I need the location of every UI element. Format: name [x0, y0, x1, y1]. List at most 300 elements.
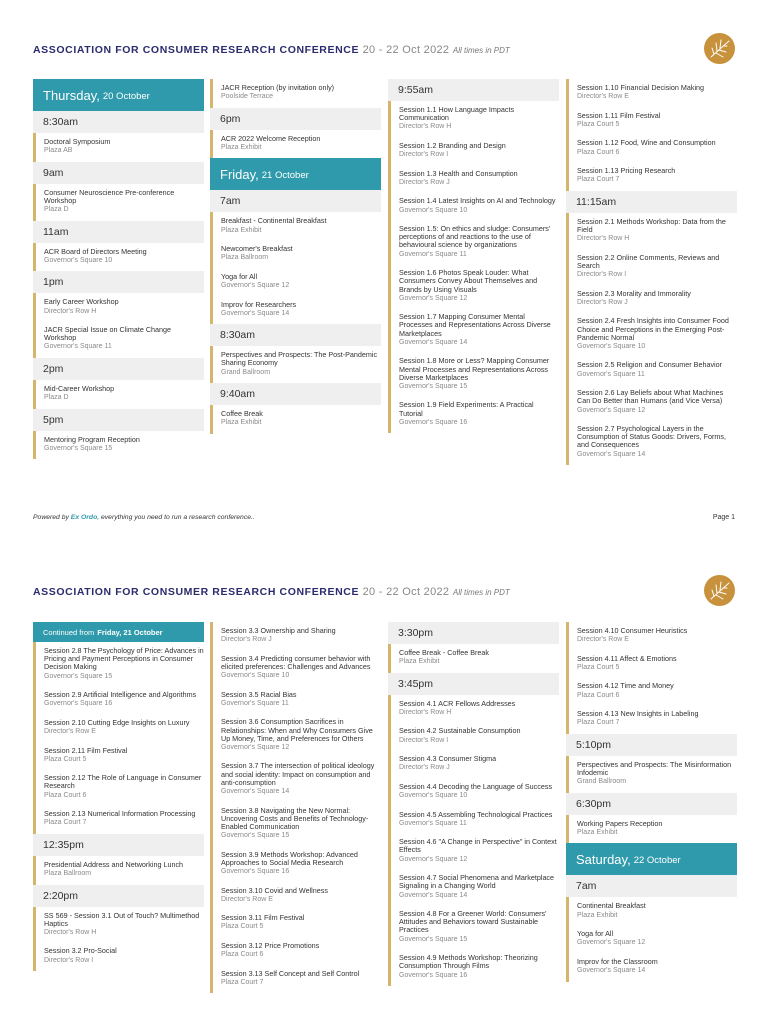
time-slot-header: 5pm: [33, 409, 204, 431]
event-group: [33, 133, 204, 162]
event-location: Grand Ballroom: [577, 778, 627, 786]
schedule-event[interactable]: [577, 425, 737, 459]
event-location: Governor's Square 15: [44, 444, 113, 452]
title-dates: 20 - 22 Oct 2022: [362, 44, 450, 56]
day-header: [210, 158, 381, 190]
event-location: Plaza Court 5: [44, 755, 87, 763]
schedule-event[interactable]: [577, 290, 737, 308]
event-name: Session 3.6 Consumption Sacrifices in Relationships: When and Why Consumers Give Up Money, Time, and Preferences for Others: [221, 717, 373, 743]
page2-column-2: [210, 622, 381, 993]
event-location: Director's Row I: [399, 736, 449, 744]
event-name: Mentoring Program Reception: [44, 434, 140, 444]
schedule-event[interactable]: [577, 820, 737, 838]
schedule-event[interactable]: [399, 727, 559, 745]
event-location: Governor's Square 10: [399, 206, 468, 214]
time-slot-header: 9:40am: [210, 383, 381, 405]
schedule-event[interactable]: [399, 106, 559, 132]
event-location: Plaza Court 5: [577, 120, 620, 128]
schedule-event[interactable]: [221, 410, 381, 428]
event-location: Governor's Square 16: [44, 700, 113, 708]
event-location: Governor's Square 11: [399, 250, 467, 258]
event-location: Governor's Square 11: [399, 819, 467, 827]
page1-column-3: [388, 79, 559, 433]
footer-prefix: Powered by: [33, 514, 71, 521]
event-name: Presidential Address and Networking Lunch: [44, 859, 184, 869]
schedule-event[interactable]: [44, 647, 204, 681]
event-name: Session 4.1 ACR Fellows Addresses: [399, 698, 516, 708]
event-location: Plaza D: [44, 394, 69, 402]
page-number: Page 1: [712, 514, 735, 521]
day-name: Thursday,: [43, 87, 100, 103]
event-name: ACR Board of Directors Meeting: [44, 246, 147, 256]
time-slot-header: 5:10pm: [566, 734, 737, 756]
event-location: Plaza D: [44, 206, 69, 214]
event-group: [566, 815, 737, 844]
event-group: [33, 431, 204, 460]
event-name: Session 4.7 Social Phenomena and Marketplace Signaling in a Changing World: [399, 873, 555, 891]
event-location: Plaza Court 6: [577, 148, 620, 156]
day-header: [566, 843, 737, 875]
event-location: Plaza Court 5: [221, 923, 264, 931]
event-location: Governor's Square 15: [399, 382, 468, 390]
schedule-event[interactable]: [221, 627, 381, 645]
schedule-event[interactable]: [577, 655, 737, 673]
schedule-event[interactable]: [221, 807, 381, 841]
schedule-event[interactable]: [221, 135, 381, 153]
event-name: Yoga for All: [221, 271, 258, 281]
schedule-event[interactable]: [577, 710, 737, 728]
event-name: Session 2.6 Lay Beliefs about What Machines Can Do Better than Humans (and Vice Versa): [577, 388, 724, 406]
event-name: Session 1.1 How Language Impacts Communication: [399, 105, 515, 123]
time-slot-header: 2:20pm: [33, 885, 204, 907]
event-group: [566, 756, 737, 793]
event-name: Session 3.4 Predicting consumer behavior with elicited preferences: Challenges and Advances: [221, 653, 371, 671]
schedule-event[interactable]: [44, 436, 204, 454]
event-name: Newcomer's Breakfast: [221, 244, 293, 254]
event-name: Session 1.8 More or Less? Mapping Consumer Mental Processes and Representations Across Diverse Marketplaces: [399, 356, 550, 382]
schedule-event[interactable]: [577, 254, 737, 280]
day-name: Saturday,: [576, 851, 631, 867]
event-name: Session 4.11 Affect & Emotions: [577, 653, 677, 663]
schedule-event[interactable]: [44, 189, 204, 215]
schedule-event[interactable]: [399, 225, 559, 259]
event-name: Continental Breakfast: [577, 901, 646, 911]
event-location: Plaza Exhibit: [221, 419, 262, 427]
event-location: Plaza Exhibit: [221, 226, 262, 234]
event-group: [33, 184, 204, 221]
event-name: Perspectives and Prospects: The Post-Pandemic Sharing Economy: [221, 350, 378, 368]
event-name: Session 2.12 The Role of Language in Consumer Research: [44, 773, 202, 791]
title-dates: 20 - 22 Oct 2022: [362, 586, 450, 598]
schedule-event[interactable]: [44, 912, 204, 938]
schedule-event[interactable]: [44, 747, 204, 765]
event-location: Plaza Court 6: [577, 691, 620, 699]
event-group: [33, 642, 204, 834]
event-name: Session 2.1 Methods Workshop: Data from the Field: [577, 216, 726, 235]
footer-brand-link[interactable]: Ex Ordo: [70, 514, 98, 521]
event-name: Session 3.10 Covid and Wellness: [221, 885, 328, 895]
event-name: Coffee Break: [221, 409, 263, 419]
event-location: Plaza Court 7: [44, 819, 87, 827]
event-name: Session 2.5 Religion and Consumer Behavior: [577, 360, 723, 370]
event-name: Improv for the Classroom: [577, 956, 658, 966]
event-location: Governor's Square 12: [577, 406, 646, 414]
schedule-event[interactable]: [577, 139, 737, 157]
time-slot-header: 7am: [210, 190, 381, 212]
event-group: [33, 907, 204, 972]
event-location: Governor's Square 10: [577, 342, 646, 350]
schedule-event[interactable]: [44, 138, 204, 156]
event-location: Director's Row H: [399, 123, 452, 131]
event-name: Session 1.3 Health and Consumption: [399, 168, 518, 178]
event-location: Director's Row I: [577, 271, 627, 279]
event-location: Governor's Square 15: [44, 672, 113, 680]
event-location: Director's Row J: [577, 298, 628, 306]
event-name: Session 2.7 Psychological Layers in the Consumption of Status Goods: Drivers, Forms, and Consequences: [577, 424, 726, 450]
event-location: Poolside Terrace: [221, 93, 274, 101]
event-location: Director's Row J: [221, 636, 272, 644]
event-name: Improv for Researchers: [221, 299, 297, 309]
event-location: Director's Row J: [399, 178, 450, 186]
event-name: Session 4.9 Methods Workshop: Theorizing Consumption Through Films: [399, 953, 538, 971]
schedule-event[interactable]: [577, 167, 737, 185]
schedule-event[interactable]: [399, 874, 559, 900]
page-footer: [33, 514, 735, 526]
event-location: Director's Row E: [577, 93, 629, 101]
event-name: SS 569 - Session 3.1 Out of Touch? Multimethod Haptics: [44, 910, 200, 928]
event-group: [566, 622, 737, 734]
event-name: Session 1.13 Pricing Research: [577, 166, 676, 176]
schedule-event[interactable]: [399, 357, 559, 391]
event-name: Session 4.4 Decoding the Language of Success: [399, 781, 553, 791]
page1-column-1: [33, 79, 204, 459]
schedule-event[interactable]: [577, 361, 737, 379]
event-name: Session 3.8 Navigating the New Normal: Uncovering Costs and Benefits of Technology-Enabled Communication: [221, 805, 369, 831]
schedule-event[interactable]: [399, 910, 559, 944]
schedule-event[interactable]: [221, 691, 381, 709]
schedule-event[interactable]: [399, 649, 559, 667]
event-location: Governor's Square 14: [399, 338, 468, 346]
continued-header: [33, 622, 204, 642]
time-slot-header: 9:55am: [388, 79, 559, 101]
time-slot-header: 3:30pm: [388, 622, 559, 644]
event-name: Yoga for All: [577, 929, 614, 939]
schedule-event[interactable]: [577, 930, 737, 948]
event-name: JACR Reception (by invitation only): [221, 83, 335, 92]
schedule-event[interactable]: [577, 958, 737, 976]
footer-suffix: , everything you need to run a research conference..: [97, 514, 255, 521]
time-slot-header: 1pm: [33, 271, 204, 293]
event-location: Plaza Court 7: [577, 719, 620, 727]
page1-column-2: [210, 79, 381, 434]
event-name: Session 4.5 Assembling Technological Practices: [399, 809, 553, 819]
event-name: Session 3.9 Methods Workshop: Advanced Approaches to Social Media Research: [221, 849, 358, 867]
event-location: Plaza Ballroom: [221, 254, 269, 262]
event-group: [566, 79, 737, 191]
event-name: Session 1.12 Food, Wine and Consumption: [577, 138, 716, 148]
event-location: Governor's Square 14: [577, 967, 646, 975]
event-location: Governor's Square 12: [399, 294, 468, 302]
event-name: Breakfast - Continental Breakfast: [221, 216, 327, 226]
event-group: [210, 212, 381, 324]
event-group: [566, 213, 737, 465]
schedule-event[interactable]: [577, 317, 737, 351]
event-group: [33, 293, 204, 358]
time-slot-header: 8:30am: [210, 324, 381, 346]
event-name: Session 3.12 Price Promotions: [221, 940, 320, 950]
schedule-event[interactable]: [399, 755, 559, 773]
schedule-event[interactable]: [44, 947, 204, 965]
event-location: Grand Ballroom: [221, 368, 271, 376]
title-text: ASSOCIATION FOR CONSUMER RESEARCH CONFERENCE: [33, 44, 360, 56]
event-name: Session 2.2 Online Comments, Reviews and Search: [577, 252, 720, 270]
event-location: Governor's Square 12: [577, 939, 646, 947]
event-group: [388, 695, 559, 986]
day-date: 22 October: [633, 854, 681, 866]
event-name: Session 4.6 "A Change in Perspective" in Context Effects: [399, 837, 557, 855]
schedule-event[interactable]: [399, 783, 559, 801]
event-location: Director's Row H: [44, 307, 97, 315]
schedule-event[interactable]: [399, 197, 559, 215]
schedule-event[interactable]: [221, 851, 381, 877]
event-name: Session 3.11 Film Festival: [221, 913, 305, 923]
time-slot-header: 7am: [566, 875, 737, 897]
event-location: Director's Row E: [44, 728, 96, 736]
schedule-event[interactable]: [44, 298, 204, 316]
event-name: Session 3.2 Pro-Social: [44, 946, 117, 956]
event-name: Perspectives and Prospects: The Misinformation Infodemic: [577, 759, 732, 778]
schedule-event[interactable]: [44, 691, 204, 709]
event-name: ACR 2022 Welcome Reception: [221, 133, 321, 143]
event-name: Session 1.10 Financial Decision Making: [577, 83, 705, 92]
schedule-event[interactable]: [221, 351, 381, 377]
event-location: Governor's Square 15: [399, 935, 468, 943]
schedule-event[interactable]: [221, 718, 381, 752]
event-name: Session 4.13 New Insights in Labeling: [577, 709, 699, 719]
event-location: Plaza Court 7: [221, 978, 264, 986]
schedule-event[interactable]: [577, 761, 737, 787]
event-location: Director's Row E: [221, 895, 273, 903]
page2-column-3: [388, 622, 559, 986]
event-location: Governor's Square 15: [221, 832, 290, 840]
event-name: Session 1.2 Branding and Design: [399, 140, 506, 150]
event-name: Session 1.11 Film Festival: [577, 110, 661, 120]
schedule-event[interactable]: [577, 389, 737, 415]
time-slot-header: 12:35pm: [33, 834, 204, 856]
event-location: Director's Row H: [399, 708, 452, 716]
event-name: Session 2.3 Morality and Immorality: [577, 288, 691, 298]
event-group: [210, 79, 381, 108]
schedule-event[interactable]: [44, 719, 204, 737]
event-name: JACR Special Issue on Climate Change Workshop: [44, 325, 172, 343]
conference-logo-icon: [704, 33, 735, 64]
event-location: Governor's Square 14: [221, 309, 290, 317]
event-name: Session 2.11 Film Festival: [44, 745, 128, 755]
event-location: Director's Row I: [399, 151, 449, 159]
time-slot-header: 6pm: [210, 108, 381, 130]
day-date: 20 October: [102, 90, 150, 102]
page2-header: [33, 578, 735, 608]
event-name: Consumer Neuroscience Pre-conference Workshop: [44, 187, 175, 205]
conference-title: [33, 44, 510, 56]
event-location: Director's Row J: [399, 764, 450, 772]
schedule-event[interactable]: [399, 313, 559, 347]
page1-header: [33, 36, 735, 66]
schedule-event[interactable]: [44, 861, 204, 879]
page2-column-1: [33, 622, 204, 971]
schedule-event[interactable]: [577, 682, 737, 700]
event-name: Session 4.10 Consumer Heuristics: [577, 626, 688, 635]
event-name: Session 1.9 Field Experiments: A Practical Tutorial: [399, 400, 534, 418]
event-location: Governor's Square 11: [44, 343, 112, 351]
schedule-event[interactable]: [221, 245, 381, 263]
day-name: Friday,: [220, 166, 259, 182]
day-date: 21 October: [261, 169, 309, 181]
schedule-event[interactable]: [399, 838, 559, 864]
conference-logo-icon: [704, 575, 735, 606]
event-name: Session 4.12 Time and Money: [577, 681, 674, 691]
event-group: [33, 380, 204, 409]
event-location: Director's Row H: [577, 235, 630, 243]
schedule-event[interactable]: [577, 112, 737, 130]
title-timezone: All times in PDT: [452, 46, 510, 55]
event-name: Session 1.5: On ethics and sludge: Consumers' perceptions of and reactions to the use of behavioural science by organizations: [399, 224, 551, 250]
page1-column-4: [566, 79, 737, 465]
event-group: [388, 101, 559, 433]
page2-column-4: [566, 622, 737, 982]
schedule-event[interactable]: [44, 810, 204, 828]
event-name: Mid-Career Workshop: [44, 383, 115, 393]
event-group: [388, 644, 559, 673]
time-slot-header: 11am: [33, 221, 204, 243]
event-location: Governor's Square 14: [399, 891, 468, 899]
event-name: Session 2.8 The Psychology of Price: Advances in Pricing and Payment Perceptions in Consumer Decision Making: [44, 646, 204, 672]
event-name: Session 1.6 Photos Speak Louder: What Consumers Convey About Themselves and Brands by Using Visuals: [399, 268, 538, 294]
event-location: Director's Row I: [44, 956, 94, 964]
schedule-event[interactable]: [221, 942, 381, 960]
event-name: Session 2.13 Numerical Information Processing: [44, 809, 196, 819]
event-name: Working Papers Reception: [577, 818, 663, 828]
event-location: Governor's Square 12: [221, 743, 290, 751]
event-location: Plaza Court 7: [577, 176, 620, 184]
event-location: Governor's Square 10: [399, 792, 468, 800]
event-location: Governor's Square 12: [399, 855, 468, 863]
event-location: Plaza Court 5: [577, 663, 620, 671]
event-location: Governor's Square 16: [399, 971, 468, 979]
schedule-event[interactable]: [399, 700, 559, 718]
schedule-event[interactable]: [221, 970, 381, 988]
title-timezone: All times in PDT: [452, 588, 510, 597]
event-name: Session 3.3 Ownership and Sharing: [221, 626, 336, 635]
event-name: Coffee Break - Coffee Break: [399, 648, 490, 657]
event-location: Plaza Ballroom: [44, 870, 92, 878]
event-location: Governor's Square 12: [221, 282, 290, 290]
time-slot-header: 11:15am: [566, 191, 737, 213]
event-location: Governor's Square 16: [399, 418, 468, 426]
schedule-event[interactable]: [221, 762, 381, 796]
event-name: Session 1.7 Mapping Consumer Mental Processes and Representations Across Diverse Marketplaces: [399, 312, 551, 338]
schedule-event[interactable]: [221, 273, 381, 291]
event-name: Early Career Workshop: [44, 297, 119, 307]
title-text: ASSOCIATION FOR CONSUMER RESEARCH CONFERENCE: [33, 586, 360, 598]
event-location: Governor's Square 11: [577, 370, 645, 378]
event-location: Director's Row H: [44, 928, 97, 936]
time-slot-header: 3:45pm: [388, 673, 559, 695]
schedule-event[interactable]: [577, 218, 737, 244]
schedule-event[interactable]: [221, 887, 381, 905]
schedule-event[interactable]: [221, 217, 381, 235]
event-name: Session 4.8 For a Greener World: Consumers' Attitudes and Behaviors toward Sustainable Practices: [399, 909, 547, 935]
event-name: Session 2.9 Artificial Intelligence and Algorithms: [44, 690, 197, 700]
event-group: [210, 130, 381, 159]
schedule-event[interactable]: [577, 627, 737, 645]
schedule-event[interactable]: [399, 954, 559, 980]
event-location: Plaza Court 6: [44, 791, 87, 799]
schedule-event[interactable]: [44, 326, 204, 352]
event-name: Doctoral Symposium: [44, 137, 111, 146]
schedule-event[interactable]: [44, 248, 204, 266]
schedule-event[interactable]: [221, 301, 381, 319]
event-name: Session 3.7 The intersection of political ideology and social identity: Impact on consumption and anti-consumption: [221, 761, 375, 787]
conference-title: [33, 586, 510, 598]
event-name: Session 4.2 Sustainable Consumption: [399, 726, 521, 736]
event-location: Plaza Exhibit: [577, 911, 618, 919]
event-location: Plaza Exhibit: [399, 658, 440, 666]
event-group: [210, 346, 381, 383]
continued-prefix: Continued from: [43, 627, 95, 637]
event-name: Session 4.3 Consumer Stigma: [399, 754, 497, 764]
event-location: Governor's Square 14: [577, 450, 646, 458]
event-name: Session 3.13 Self Concept and Self Control: [221, 968, 360, 978]
time-slot-header: 2pm: [33, 358, 204, 380]
schedule-event[interactable]: [399, 401, 559, 427]
event-location: Governor's Square 11: [221, 699, 289, 707]
event-group: [33, 856, 204, 885]
schedule-event[interactable]: [577, 84, 737, 102]
event-location: Governor's Square 10: [44, 256, 113, 264]
event-name: Session 2.4 Fresh Insights into Consumer Food Choice and Perceptions in the Emerging Post-Pandemic Normal: [577, 316, 729, 342]
schedule-event[interactable]: [44, 385, 204, 403]
time-slot-header: 6:30pm: [566, 793, 737, 815]
schedule-event[interactable]: [399, 269, 559, 303]
schedule-event[interactable]: [399, 170, 559, 188]
event-location: Plaza Exhibit: [577, 828, 618, 836]
time-slot-header: 9am: [33, 162, 204, 184]
event-location: Plaza Court 6: [221, 951, 264, 959]
event-location: Governor's Square 14: [221, 788, 290, 796]
time-slot-header: 8:30am: [33, 111, 204, 133]
day-header: [33, 79, 204, 111]
event-location: Governor's Square 16: [221, 868, 290, 876]
event-group: [566, 897, 737, 981]
schedule-event[interactable]: [221, 655, 381, 681]
schedule-event[interactable]: [221, 84, 381, 102]
event-location: Governor's Square 10: [221, 672, 290, 680]
schedule-event[interactable]: [221, 914, 381, 932]
event-name: Session 1.4 Latest Insights on AI and Technology: [399, 196, 556, 206]
schedule-event[interactable]: [399, 142, 559, 160]
schedule-event[interactable]: [577, 902, 737, 920]
schedule-event[interactable]: [44, 774, 204, 800]
event-location: Director's Row E: [577, 636, 629, 644]
event-name: Session 3.5 Racial Bias: [221, 689, 297, 699]
event-group: [210, 405, 381, 434]
event-name: Session 2.10 Cutting Edge Insights on Luxury: [44, 717, 190, 727]
event-group: [210, 622, 381, 993]
continued-day: Friday, 21 October: [97, 627, 163, 637]
event-location: Plaza Exhibit: [221, 143, 262, 151]
schedule-event[interactable]: [399, 811, 559, 829]
